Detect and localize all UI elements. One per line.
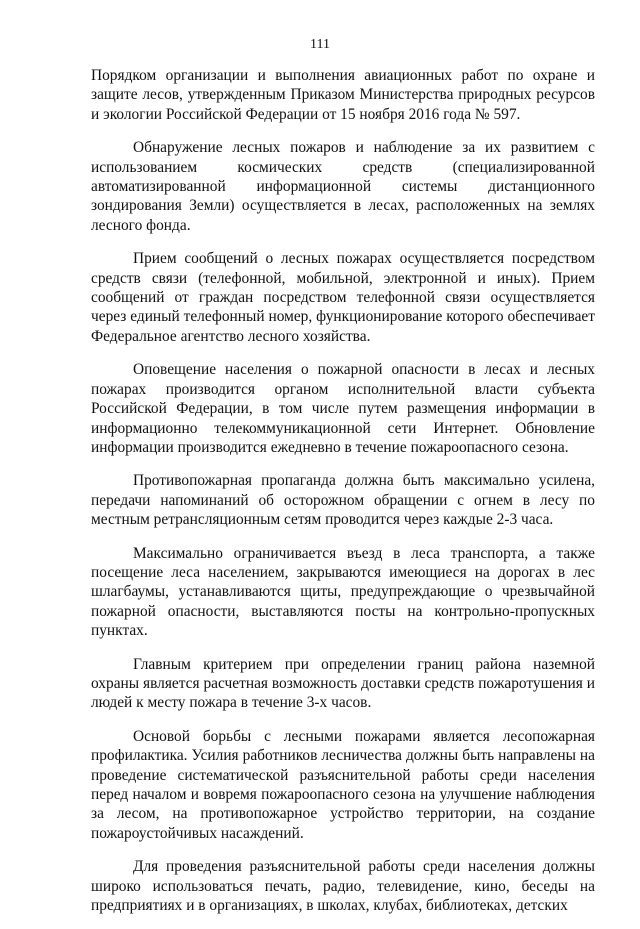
document-body: [91, 66, 595, 929]
paragraph-6: Максимально ограничивается въезд в леса транспорта, а также посещение леса населением, закрываются имеющиеся на дорогах в лес шлагбаумы, устанавливаются щиты, предупреждающие о чрезвычайной пожарной опасности, выставляются посты на контрольно-пропускных пунктах.: [91, 544, 595, 640]
paragraph-2: Обнаружение лесных пожаров и наблюдение за их развитием с использованием космических средств (специализированной автоматизированной информационной системы дистанционного зондирования Земли) осуществляется в лесах, расположенных на землях лесного фонда.: [91, 139, 595, 234]
paragraph-3: Прием сообщений о лесных пожарах осуществляется посредством средств связи (телефонной, мобильной, электронной и иных). Прием сообщений от граждан посредством телефонной связи осуществляется через единый телефонный номер, функционирование которого обеспечивает Федеральное агентство лесного хозяйства.: [91, 250, 595, 345]
paragraph-9: Для проведения разъяснительной работы среди населения должны широко использоваться печать, радио, телевидение, кино, беседы на предприятиях и в организациях, в школах, клубах, библиотеках, детских: [91, 858, 595, 915]
paragraph-7: Главным критерием при определении границ района наземной охраны является расчетная возможность доставки средств пожаротушения и людей к месту пожара в течение 3-х часов.: [91, 655, 595, 712]
paragraph-8: Основой борьбы с лесными пожарами является лесопожарная профилактика. Усилия работников лесничества должны быть направлены на проведение систематической разъяснительной работы среди населения перед началом и вовремя пожароопасного сезона на улучшение наблюдения за лесом, на противопожарное устройство территории, на создание пожароустойчивых насаждений.: [91, 727, 595, 842]
paragraph-4: Оповещение населения о пожарной опасности в лесах и лесных пожарах производится органом исполнительной власти субъекта Российской Федерации, в том числе путем размещения информации в информационно телекоммуникационной сети Интернет. Обновление информации производится ежедневно в течение пожароопасного сезона.: [91, 361, 595, 456]
paragraph-1: Порядком организации и выполнения авиационных работ по охране и защите лесов, утвержденным Приказом Министерства природных ресурсов и экологии Российской Федерации от 15 ноября 2016 года № 597.: [91, 67, 595, 123]
paragraph-5: Противопожарная пропаганда должна быть максимально усилена, передачи напоминаний об осторожном обращении с огнем в лесу по местным ретрансляционным сетям проводится через каждые 2-3 часа.: [91, 472, 595, 529]
page-number: 111: [310, 37, 330, 52]
